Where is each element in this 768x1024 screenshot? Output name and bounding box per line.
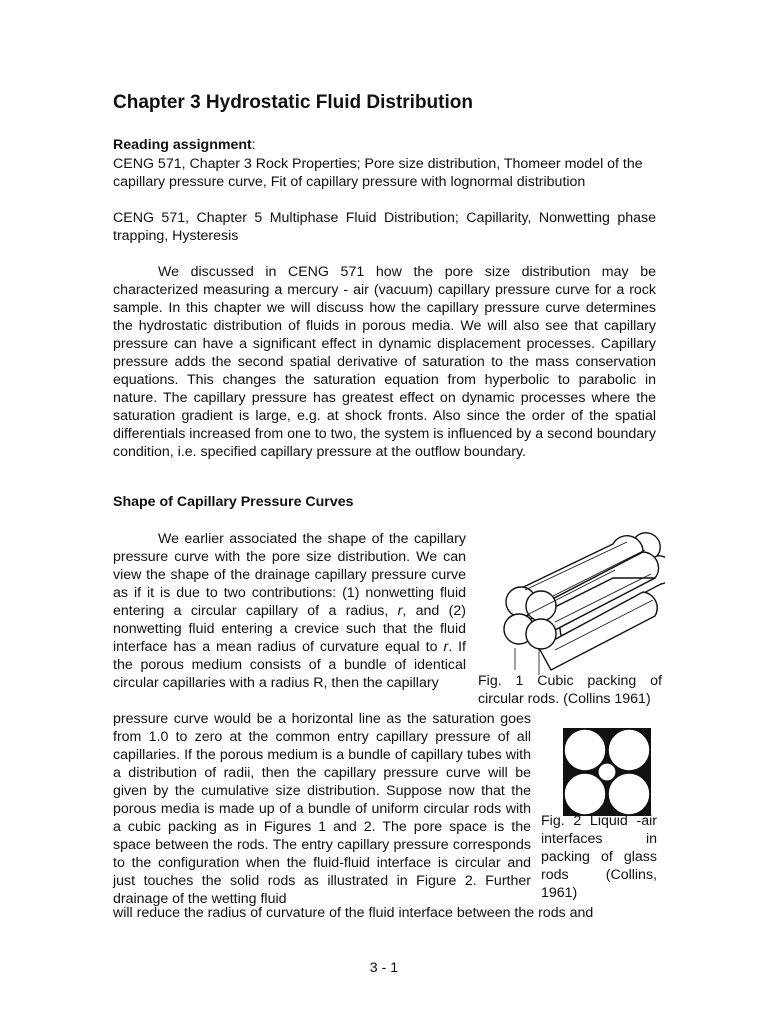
- chapter-title: Chapter 3 Hydrostatic Fluid Distribution: [113, 92, 473, 113]
- figure-2-interfaces: [563, 728, 651, 816]
- figure-2-caption: Fig. 2 Liquid -air interfaces in packing of glass rods (Collins, 1961): [541, 813, 657, 901]
- reading-assignment-item-2: CENG 571, Chapter 5 Multiphase Fluid Distribution; Capillarity, Nonwetting phase trapping, Hysteresis: [113, 210, 656, 244]
- body-paragraph-1: We earlier associated the shape of the capillary pressure curve with the pore size distribution. We can view the shape of the drainage capillary pressure curve as if it is due to two contributions: (1) nonwetting fluid entering a circular capillary of a radius, r, and (2) nonwetting fluid entering a crevice such that the fluid interface has a mean radius of curvature equal to r. If the porous medium consists of a bundle of identical circular capillaries with a radius R, then the capillary: [113, 531, 466, 691]
- reading-assignment-label: Reading assignment:: [113, 137, 256, 153]
- intro-paragraph: We discussed in CENG 571 how the pore size distribution may be characterized measuring a mercury - air (vacuum) capillary pressure curve for a rock sample. In this chapter we will discuss how the capillary pressure curve determines the hydrostatic distribution of fluids in porous media. We will also see that capillary pressure can have a significant effect in dynamic displacement processes. Capillary pressure adds the second spatial derivative of saturation to the mass conservation equations. This changes the saturation equation from hyperbolic to parabolic in nature. The capillary pressure has greatest effect on dynamic processes where the saturation gradient is large, e.g. at shock fronts. Also since the order of the spatial differentials increased from one to two, the system is influenced by a second boundary condition, i.e. specified capillary pressure at the outflow boundary.: [113, 264, 656, 460]
- body-paragraph-3: will reduce the radius of curvature of the fluid interface between the rods and: [113, 905, 594, 921]
- figure-1-caption: Fig. 1 Cubic packing of circular rods. (Collins 1961): [478, 673, 662, 707]
- section-heading: Shape of Capillary Pressure Curves: [113, 494, 354, 510]
- body-paragraph-2: pressure curve would be a horizontal line as the saturation goes from 1.0 to zero at the common entry capillary pressure of all capillaries. If the porous medium is a bundle of capillary tubes with a distribution of radii, then the capillary pressure curve will be given by the cumulative size distribution. Suppose now that the porous media is made up of a bundle of uniform circular rods with a cubic packing as in Figures 1 and 2. The pore space is the space between the rods. The entry capillary pressure corresponds to the configuration when the fluid-fluid interface is circular and just touches the solid rods as illustrated in Figure 2. Further drainage of the wetting fluid: [113, 711, 531, 907]
- reading-assignment-item-1: CENG 571, Chapter 3 Rock Properties; Pore size distribution, Thomeer model of the capillary pressure curve, Fit of capillary pressure with lognormal distribution: [113, 156, 643, 190]
- figure-1-rod-packing: [495, 530, 665, 675]
- page-number: 3 - 1: [369, 960, 399, 976]
